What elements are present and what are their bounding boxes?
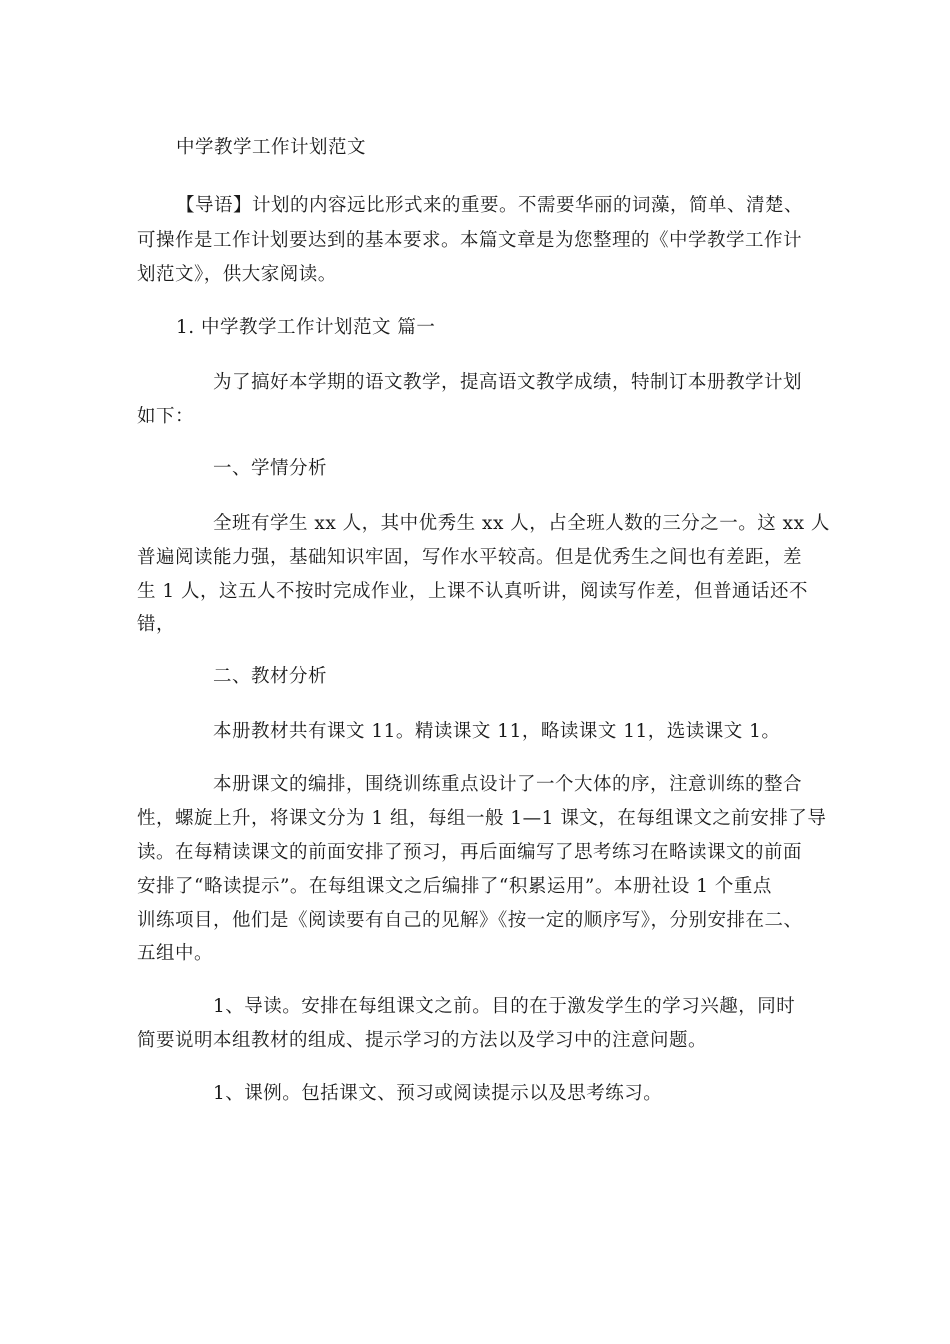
intro-line: 【导语】计划的内容远比形式来的重要。不需要华丽的词藻，简单、清楚、 [176, 195, 804, 216]
paragraph-line: 全班有学生 xx 人，其中优秀生 xx 人，占全班人数的三分之一。这 xx 人 [213, 513, 830, 534]
paragraph-line: 五组中。 [137, 943, 214, 964]
paragraph-line: 为了搞好本学期的语文教学，提高语文教学成绩，特制订本册教学计划 [213, 372, 803, 393]
paragraph-line: 错， [137, 614, 176, 635]
subheading-student-analysis: 一、学情分析 [213, 458, 328, 479]
paragraph-line: 训练项目，他们是《阅读要有自己的见解》《按一定的顺序写》，分别安排在二、 [137, 910, 803, 931]
paragraph-line: 1、课例。包括课文、预习或阅读提示以及思考练习。 [213, 1083, 663, 1104]
intro-line: 划范文》，供大家阅读。 [137, 264, 337, 285]
paragraph-line: 读。在每精读课文的前面安排了预习，再后面编写了思考练习在略读课文的前面 [137, 842, 803, 863]
paragraph-line: 本册教材共有课文 11。精读课文 11，略读课文 11，选读课文 1。 [213, 721, 781, 742]
paragraph-line: 安排了“略读提示”。在每组课文之后编排了“积累运用”。本册社设 1 个重点 [137, 876, 772, 897]
paragraph-line: 简要说明本组教材的组成、提示学习的方法以及学习中的注意问题。 [137, 1030, 708, 1051]
paragraph-line: 普遍阅读能力强，基础知识牢固，写作水平较高。但是优秀生之间也有差距，差 [137, 547, 803, 568]
paragraph-line: 本册课文的编排，围绕训练重点设计了一个大体的序，注意训练的整合 [213, 774, 803, 795]
paragraph-line: 如下： [137, 406, 195, 427]
paragraph-line: 生 1 人，这五人不按时完成作业，上课不认真听讲，阅读写作差，但普通话还不 [137, 581, 809, 602]
paragraph-line: 性，螺旋上升，将课文分为 1 组，每组一般 1—1 课文，在每组课文之前安排了导 [137, 808, 827, 829]
section-heading: 1. 中学教学工作计划范文 篇一 [176, 317, 436, 338]
subheading-textbook-analysis: 二、教材分析 [213, 666, 328, 687]
paragraph-line: 1、导读。安排在每组课文之前。目的在于激发学生的学习兴趣，同时 [213, 996, 796, 1017]
intro-line: 可操作是工作计划要达到的基本要求。本篇文章是为您整理的《中学教学工作计 [137, 230, 803, 251]
document-title: 中学教学工作计划范文 [176, 137, 367, 158]
